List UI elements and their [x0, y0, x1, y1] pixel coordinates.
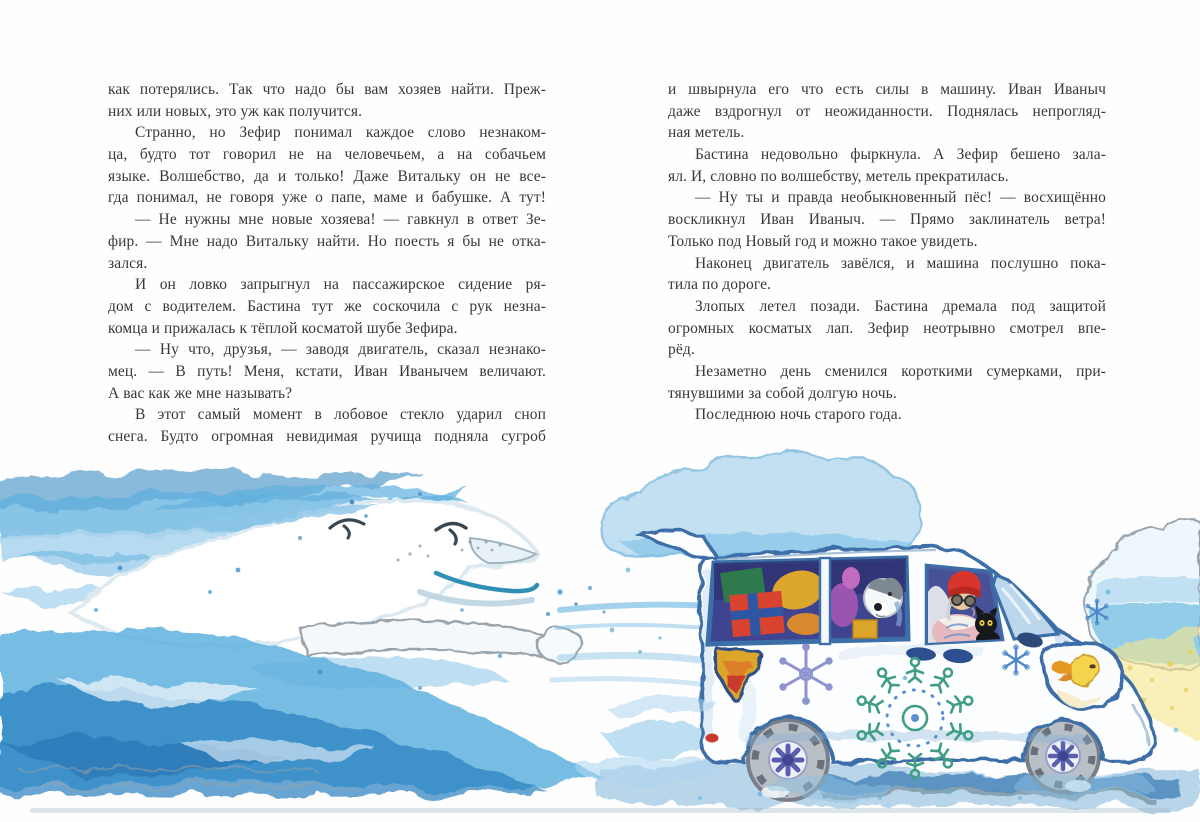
text-line: В этот самый момент в лобовое стекло ударил сноп	[135, 406, 546, 424]
text-line: языке. Волшебство, да и только! Даже Витальку он не все-	[108, 167, 546, 185]
text-line: Последнюю ночь старого года.	[695, 406, 902, 424]
text-line: зался.	[108, 254, 148, 272]
text-line: Злопых летел позади. Бастина дремала под защитой	[695, 297, 1106, 315]
text-line: тила по дороге.	[668, 276, 772, 294]
rear-reflector	[706, 734, 719, 743]
text-line: — Не нужны мне новые хозяева! — гавкнул в ответ Зе-	[135, 211, 546, 229]
illustration	[0, 442, 1200, 822]
text-line: Только под Новый год и можно такое увидеть.	[668, 232, 978, 250]
gift-red	[729, 591, 784, 637]
window-pillar	[820, 558, 830, 644]
dog-nose	[874, 603, 882, 611]
text-line: гда понимал, не говоря уже о папе, маме и бабушке. А тут!	[108, 189, 546, 207]
duck-eye	[1090, 664, 1096, 670]
text-line: огромных косматых лап. Зефир неотрывно смотрел впе-	[668, 319, 1106, 337]
text-line: Странно, но Зефир понимал каждое слово незнаком-	[135, 124, 546, 142]
text-line: — Ну ты и правда необыкновенный пёс! — восхищённо	[695, 189, 1106, 207]
text-line: дом с водителем. Бастина тут же соскочила с рук незна-	[108, 297, 546, 315]
text-line: даже вздрогнул от неожиданности. Поднялась непрогляд-	[668, 102, 1106, 120]
text-line: Бастина недовольно фыркнула. А Зефир бешено зала-	[695, 146, 1106, 164]
text-line: Наконец двигатель завёлся, и машина послушно пока-	[695, 254, 1106, 272]
left-page-text	[108, 79, 546, 448]
text-line: тянувшими за собой долгую ночь.	[668, 384, 897, 402]
text-line: ял. И, словно по волшебству, метель прекратилась.	[668, 167, 1009, 185]
text-line: — Ну что, друзья, — заводя двигатель, сказал незнако-	[135, 341, 546, 359]
text-line: них или новых, это уж как получится.	[108, 102, 363, 120]
text-line: рёд.	[668, 341, 695, 359]
duck-head	[1068, 654, 1100, 686]
text-line: мец. — В путь! Меня, кстати, Иван Иванычем величают.	[108, 362, 546, 380]
right-page-text	[668, 79, 1106, 426]
text-line: фир. — Мне надо Витальку найти. Но поесть я бы не отка-	[108, 232, 546, 250]
text-line: снега. Будто огромная невидимая ручища подняла сугроб	[108, 428, 546, 445]
page-bottom-shadow	[30, 808, 1170, 813]
text-line: комца и прижалась к тёплой косматой шубе Зефира.	[108, 319, 458, 337]
text-line: и швырнула его что есть силы в машину. Иван Иваныч	[668, 81, 1106, 98]
text-line: А вас как же мне называть?	[108, 384, 293, 402]
text-line: ная метель.	[668, 124, 745, 142]
text-line: И он ловко запрыгнул на пассажирское сидение ря-	[135, 276, 546, 294]
text-line: ца, будто тот говорил не на человечьем, а на собачьем	[108, 146, 546, 164]
van	[639, 530, 1154, 800]
gifts	[720, 565, 877, 638]
text-line: как потерялись. Так что надо бы вам хозяев найти. Преж-	[108, 81, 546, 98]
text-line: воскликнул Иван Иваныч. — Прямо заклинатель ветра!	[668, 211, 1106, 229]
text-line: Незаметно день сменился короткими сумерками, при-	[695, 362, 1106, 380]
